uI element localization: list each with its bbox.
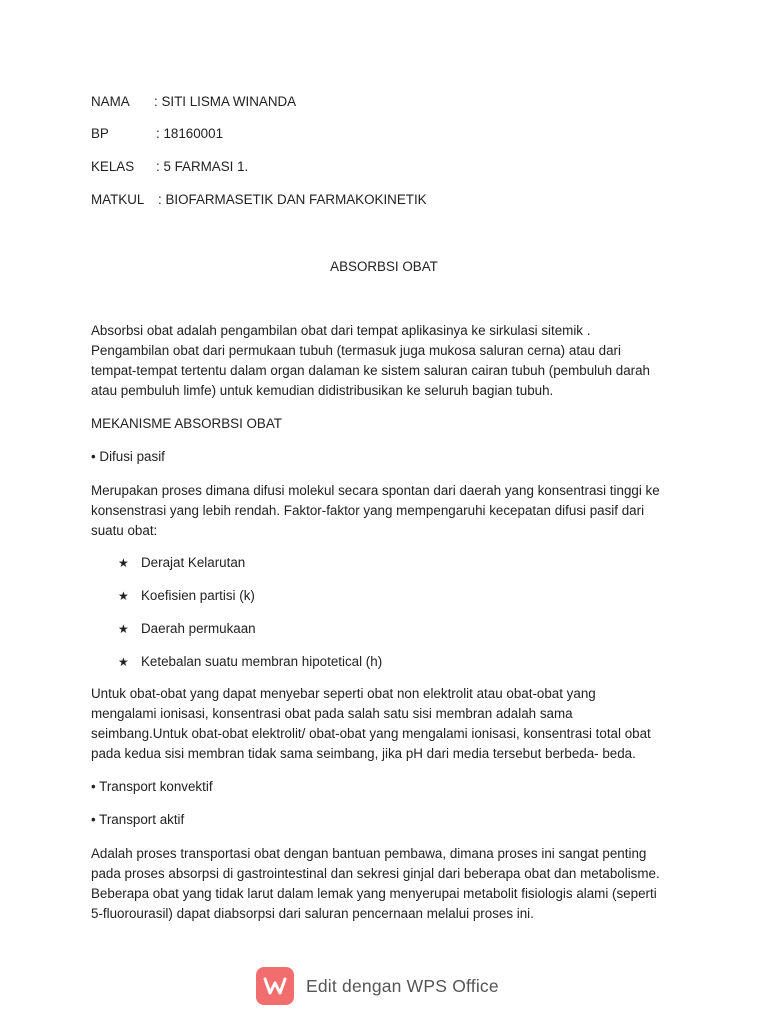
difusi-line: konsenstrasi yang lebih rendah. Faktor-faktor yang mempengaruhi kecepatan difusi pasif dari <box>91 503 645 518</box>
bp-value: : 18160001 <box>156 126 224 141</box>
ionisasi-paragraph <box>91 684 691 764</box>
intro-line: Absorbsi obat adalah pengambilan obat dari tempat aplikasinya ke sirkulasi sitemik . <box>91 323 591 338</box>
nama-value: : SITI LISMA WINANDA <box>154 94 297 109</box>
intro-line: atau pembuluh limfe) untuk kemudian didistribusikan ke seluruh bagian tubuh. <box>91 383 554 398</box>
ionisasi-line: mengalami ionisasi, konsentrasi obat pada salah satu sisi membran adalah sama <box>91 706 573 721</box>
aktif-line: Beberapa obat yang tidak larut dalam lemak yang menyerupai metabolit fisiologis alami (seperti <box>91 886 657 901</box>
difusi-line: Merupakan proses dimana difusi molekul secara spontan dari daerah yang konsentrasi tinggi ke <box>91 483 660 498</box>
star-icon: ★ <box>118 655 129 669</box>
aktif-line: Adalah proses transportasi obat dengan bantuan pembawa, dimana proses ini sangat penting <box>91 846 647 861</box>
star-icon: ★ <box>118 589 129 603</box>
ionisasi-line: Untuk obat-obat yang dapat menyebar seperti obat non elektrolit atau obat-obat yang <box>91 686 596 701</box>
intro-line: tempat-tempat tertentu dalam organ dalaman ke sistem saluran cairan tubuh (pembuluh darah <box>91 363 651 378</box>
ionisasi-line: seimbang.Untuk obat-obat elektrolit/ obat-obat yang mengalami ionisasi, konsentrasi total obat <box>91 726 651 741</box>
ionisasi-line: pada kedua sisi membran tidak sama seimbang, jika pH dari media tersebut berbeda- beda. <box>91 746 636 761</box>
bp-label: BP <box>91 126 109 141</box>
wps-label: Edit dengan WPS Office <box>306 975 499 996</box>
bullet-transport-aktif: • Transport aktif <box>91 812 185 827</box>
star-icon: ★ <box>118 622 129 636</box>
edit-with-wps-button[interactable] <box>256 966 499 1006</box>
wps-logo-icon <box>256 967 294 1005</box>
factor-item: Daerah permukaan <box>141 621 256 636</box>
star-icon: ★ <box>118 556 129 570</box>
kelas-value: : 5 FARMASI 1. <box>156 159 249 174</box>
aktif-line: 5-fluorourasil) dapat diabsorpsi dari saluran pencernaan melalui proses ini. <box>91 906 534 921</box>
difusi-line: suatu obat: <box>91 523 158 538</box>
difusi-paragraph <box>91 481 691 541</box>
bullet-transport-konvektif: • Transport konvektif <box>91 779 213 794</box>
aktif-paragraph <box>91 844 691 924</box>
matkul-label: MATKUL <box>91 192 145 207</box>
factor-item: Ketebalan suatu membran hipotetical (h) <box>141 654 383 669</box>
kelas-label: KELAS <box>91 159 135 174</box>
matkul-value: : BIOFARMASETIK DAN FARMAKOKINETIK <box>158 192 427 207</box>
nama-label: NAMA <box>91 94 130 109</box>
bullet-difusi-pasif: • Difusi pasif <box>91 449 165 464</box>
factor-item: Derajat Kelarutan <box>141 555 246 570</box>
section-heading: MEKANISME ABSORBSI OBAT <box>91 416 282 431</box>
intro-paragraph <box>91 321 691 401</box>
intro-line: Pengambilan obat dari permukaan tubuh (termasuk juga mukosa saluran cerna) atau dari <box>91 343 621 358</box>
factor-item: Koefisien partisi (k) <box>141 588 255 603</box>
document-title: ABSORBSI OBAT <box>330 259 438 274</box>
aktif-line: pada proses absorpsi di gastrointestinal dan sekresi ginjal dari beberapa obat dan metabolisme. <box>91 866 660 881</box>
